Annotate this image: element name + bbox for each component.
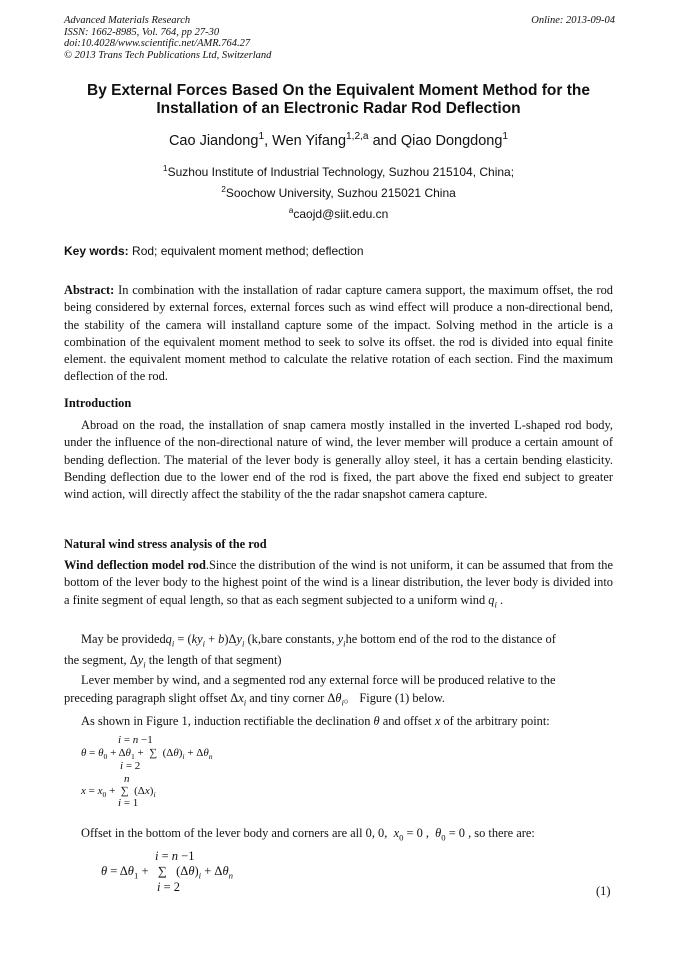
keywords-text: Rod; equivalent moment method; deflection: [128, 244, 364, 258]
offset-line: Offset in the bottom of the lever body and corners are all 0, 0, $x_0 = 0$ , $\theta_0 = 0$ , so there are:: [81, 826, 535, 843]
title-line-1: By External Forces Based On the Equivalent Moment Method for the: [87, 82, 590, 99]
equation-sum-lower: i = 2: [120, 760, 141, 772]
author-3: and Qiao Dongdong: [368, 132, 503, 149]
lever-line-1: Lever member by wind, and a segmented rod any external force will be produced relative to the: [81, 673, 556, 687]
keywords-label: Key words:: [64, 244, 129, 258]
keywords: [64, 244, 364, 258]
affiliation-2: $^2$Soochow University, Suzhou 215021 China: [221, 184, 456, 200]
section-heading-wind: Natural wind stress analysis of the rod: [64, 537, 267, 551]
equation-x: $x = x_0$ + ∑ $(\Delta x)_i$: [81, 785, 156, 800]
provided-line: May be providedq$_i$ = $(ky_i + b)\Delta y_i$ (k,bare constants, $y_ihe$ bottom end of the rod to the distance of: [81, 632, 556, 649]
equation-number: (1): [596, 884, 611, 898]
abstract: [64, 282, 613, 386]
journal-issn: ISSN: 1662-8985, Vol. 764, pp 27-30: [64, 26, 220, 38]
author-email: $^a$caojd@siit.edu.cn: [288, 205, 389, 221]
wind-model-paragraph: Wind deflection model rod.Since the distribution of the wind is not uniform, it can be assumed that from the bottom of the lever body to the highest point of the wind is a linear distribution, the lever body is divided into a finite segment of equal length, so that as each segment subjected to a uniform wind $q_i$ .: [64, 558, 614, 610]
author-2: , Wen Yifang: [264, 132, 347, 149]
equation-theta: $\theta = \theta_0 + \Delta\theta_1$ + ∑ $(\Delta\theta)_i + \Delta\theta_n$: [81, 747, 213, 762]
intro-heading: Introduction: [64, 396, 132, 410]
abstract-text: In combination with the installation of radar capture camera support, the maximum offset, the rod being considered by external forces, external forces such as wind effect will produce a non-directional bend, the stability of the camera will installand capture some of the impact. Solving method in the article is a combination of the equivalent moment method to seek to solve its offset. the rod is divided into equal finite element. the equivalent moment method to calculate the relative rotation of each section. Find the maximum deflection of the rod.: [64, 283, 613, 384]
equation-x-lower: i = 1: [118, 797, 139, 809]
journal-copyright: © 2013 Trans Tech Publications Ltd, Switzerland: [64, 49, 272, 61]
equation-sum-upper: i = n −1: [118, 734, 153, 746]
journal-name: Advanced Materials Research: [64, 15, 191, 26]
induction-line: As shown in Figure 1, induction rectifiable the declination θ and offset x of the arbitrary point:: [81, 714, 550, 728]
author-1: Cao Jiandong: [168, 132, 259, 149]
segment-line: the segment, $\Delta y_i$ the length of that segment): [64, 653, 282, 670]
paper-title: [64, 82, 613, 118]
online-date: Online: 2013-09-04: [531, 15, 615, 26]
wind-model-heading: Wind deflection model rod: [64, 558, 206, 572]
equation-1-upper: i = n −1: [155, 849, 195, 863]
equation-x-upper: n: [124, 773, 130, 785]
affiliation-1: $^1$Suzhou Institute of Industrial Technology, Suzhou 215104, China;: [162, 163, 515, 179]
intro-text: Abroad on the road, the installation of snap camera mostly installed in the inverted L-shaped rod body, under the influence of the non-directional nature of wind, the lever member will produce a certain amount of bending deflection. The material of the lever body is generally alloy steel, it has a certain bending elasticity. Bending deflection due to the lower end of the rod is fixed, the part above the fixed end subject to greater wind action, will directly affect the stability of the the radar snapshot camera capture.: [64, 418, 613, 502]
authors: Cao Jiandong$^1$, Wen Yifang$^{1,2,a}$ and Qiao Dongdong$^1$: [168, 131, 509, 149]
abstract-label: Abstract:: [64, 283, 115, 297]
lever-line-2: preceding paragraph slight offset $\Delta x_i$ and tiny corner $\Delta\theta_i$。 Figure (1) below.: [64, 691, 445, 708]
journal-doi: doi:10.4028/www.scientific.net/AMR.764.27: [64, 38, 251, 49]
equation-1: $\theta = \Delta\theta_1$ + ∑ $(\Delta\theta)_i + \Delta\theta_n$: [101, 864, 233, 881]
title-line-2: Installation of an Electronic Radar Rod Deflection: [156, 100, 521, 117]
journal-header: [64, 15, 271, 61]
equation-1-lower: i = 2: [157, 880, 181, 894]
